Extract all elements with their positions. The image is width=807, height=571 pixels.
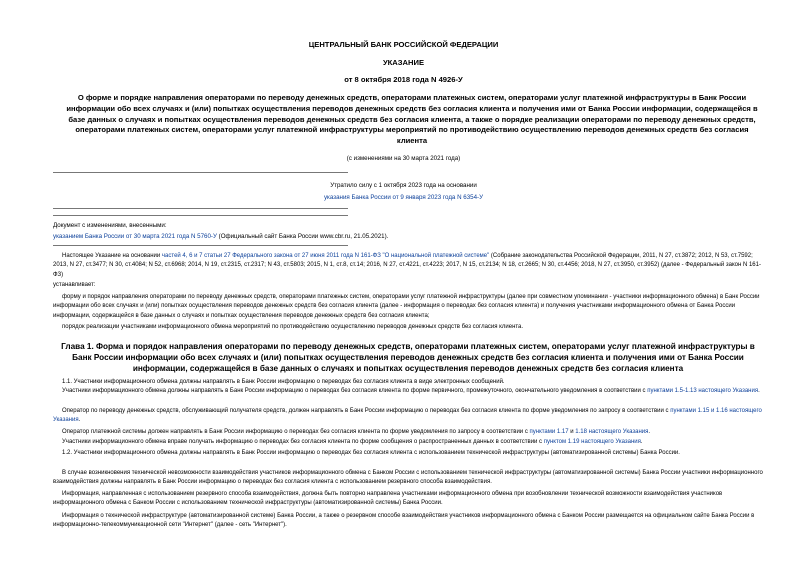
section-1-2-info: Информация о технической инфраструктуре (автоматизированной системе) Банка России, а также о резервном способе взаимодействия участников информационного обмена с Банком России размещается на официальном сайте Банка России в информационно-телекоммуникационной сети "Интернет" (далее - сеть "Интернет").	[53, 513, 755, 529]
point-1-18-link[interactable]: 1.18 настоящего Указания	[575, 429, 649, 435]
doc-date-number: от 8 октября 2018 года N 4926-У	[344, 75, 463, 84]
section-text: Участники информационного обмена вправе получать информацию о переводах без согласия клиента по форме сообщения о распространенных данных в соответствии с	[62, 439, 544, 445]
preamble-item-procedure: порядок реализации участниками информационного обмена мероприятий по противодействию осуществлению переводов денежных средств без согласия клиента.	[62, 324, 524, 330]
divider	[53, 215, 348, 216]
amended-note: (с изменениями на 30 марта 2021 года)	[346, 155, 461, 162]
divider	[53, 245, 348, 246]
preamble-text: (Собрание законодательства Российской Федерации, 2011, N 27, ст.3872; 2012, N 53, ст.7592; 2013, N 27, ст.3477; N 30, ст.4084; N 52, ст.6968; 2014, N 19, ст.2315, ст.2317; N 43, ст.5803; 2015, N 1, ст.8, ст.14; 2016, N 27, ст.4221, ст.4223; 2017, N 15, ст.2134; N 18, ст.2665; N 30, ст.4456; 2018, N 27, ст.3950, ст.3952) (далее - Федеральный закон N 161-ФЗ)	[53, 253, 761, 278]
doc-type: УКАЗАНИЕ	[382, 58, 425, 67]
changes-label: Документ с изменениями, внесенными:	[53, 222, 167, 229]
section-text: Оператор платежной системы должен направлять в Банк России информацию о переводах без согласия клиента по форме уведомления по запросу в соответствии с	[62, 429, 530, 435]
point-1-17-link[interactable]: пунктами 1.17	[529, 429, 569, 435]
section-text: .	[78, 417, 81, 424]
preamble-item-form: форму и порядок направления операторами по переводу денежных средств, операторами платежных систем, операторами услуг платежной инфраструктуры (далее при совместном упоминании - участники информационного обмена) в Банк России информации обо всех случаях и (или) попытках осуществления переводов денежных средств без согласия клиента (далее - информация о переводах без согласия клиента) и получения участниками информационного обмена от Банка России информации, содержащейся в базе данных о случаях и попытках осуществления переводов денежных средств без согласия клиента;	[53, 294, 760, 319]
section-text: Участники информационного обмена должны направлять в Банк России информацию о переводах без согласия клиента по форме первичного, промежуточного, окончательного уведомления в соответствии с	[62, 388, 648, 394]
section-text: Оператор по переводу денежных средств, обслуживающий получателя средств, должен направлять в Банк России информацию о переводах без согласия клиента по форме уведомления по запросу в соответствии с	[62, 408, 671, 414]
divider	[53, 208, 348, 209]
doc-title: О форме и порядке направления операторами по переводу денежных средств, операторами платежных систем, операторами услуг платежной инфраструктуры в Банк России информации обо всех случаях и (или) попытках осуществления переводов денежных средств без согласия клиента и получения ими от Банка России информации, содержащейся в базе данных о случаях и попытках осуществления переводов денежных средств без согласия клиента, а также о порядке реализации операторами по переводу денежных средств, операторами платежных систем, операторами услуг платежной инфраструктуры мероприятий по противодействию осуществлению переводов денежных средств без согласия клиента	[66, 93, 758, 146]
preamble-paragraph	[53, 252, 765, 280]
section-1-1-operator	[53, 407, 765, 426]
law-link[interactable]: частей 4, 6 и 7 статьи 27 Федерального закона от 27 июня 2011 года N 161-ФЗ "О национальной платежной системе"	[161, 253, 490, 259]
bank-name: ЦЕНТРАЛЬНЫЙ БАНК РОССИЙСКОЙ ФЕДЕРАЦИИ	[308, 40, 499, 49]
establishes-text: устанавливает:	[53, 282, 96, 288]
section-1-1-receive	[53, 438, 765, 447]
section-1-1: 1.1. Участники информационного обмена должны направлять в Банк России информацию о переводах без согласия клиента в виде электронных сообщений.	[62, 379, 505, 385]
section-1-2-backup: В случае возникновения технической невозможности взаимодействия участников информационного обмена с Банком России с использованием технической инфраструктуры (автоматизированной системы) Банка России участники информационного взаимодействия должны направлять в Банк России информацию о переводах без согласия клиента с использованием резервного способа взаимодействия.	[53, 470, 763, 486]
divider	[53, 172, 348, 173]
changes-link[interactable]: указанием Банка России от 30 марта 2021 года N 5760-У	[53, 233, 217, 240]
section-1-1-payment-system	[53, 428, 765, 437]
section-text: .	[640, 439, 643, 445]
points-1-15-1-16-link[interactable]: пунктами 1.15 и 1.16 настоящего Указания	[53, 408, 762, 424]
preamble-text: Настоящее Указание на основании	[62, 253, 162, 259]
point-1-19-link[interactable]: пунктом 1.19 настоящего Указания	[543, 439, 641, 445]
section-1-2-resend: Информация, направленная с использованием резервного способа взаимодействия, должна быть повторно направлена участниками информационного обмена при возобновлении технической возможности взаимодействия участников информационного обмена с Банком России с использованием технической инфраструктуры (автоматизированной системы) Банка России.	[53, 491, 723, 507]
changes-rest: (Официальный сайт Банка России www.cbr.ru, 21.05.2021).	[216, 233, 389, 240]
section-text: .	[648, 429, 651, 435]
section-text: .	[758, 388, 760, 394]
points-1-5-1-13-link[interactable]: пунктами 1.5-1.13 настоящего Указания	[647, 388, 759, 394]
section-text: и	[568, 429, 576, 435]
lost-force-link[interactable]: указания Банка России от 9 января 2023 года N 6354-У	[323, 194, 484, 201]
lost-force-text: Утратило силу с 1 октября 2023 года на основании	[330, 182, 477, 189]
changes-line	[53, 233, 388, 240]
chapter-1-title: Глава 1. Форма и порядок направления операторами по переводу денежных средств, операторами платежных систем, операторами услуг платежной инфраструктуры в Банк России информации обо всех случаях и (или) попытках осуществления переводов денежных средств без согласия клиента и получения ими от Банка России информации, содержащейся в базе данных о случаях и попытках осуществления переводов денежных средств без согласия клиента	[61, 342, 755, 373]
section-1-2: 1.2. Участники информационного обмена должны направлять в Банк России информацию о переводах без согласия клиента с использованием технической инфраструктуры (автоматизированной системы) Банка России.	[62, 450, 680, 456]
section-1-1-forms	[53, 387, 765, 396]
